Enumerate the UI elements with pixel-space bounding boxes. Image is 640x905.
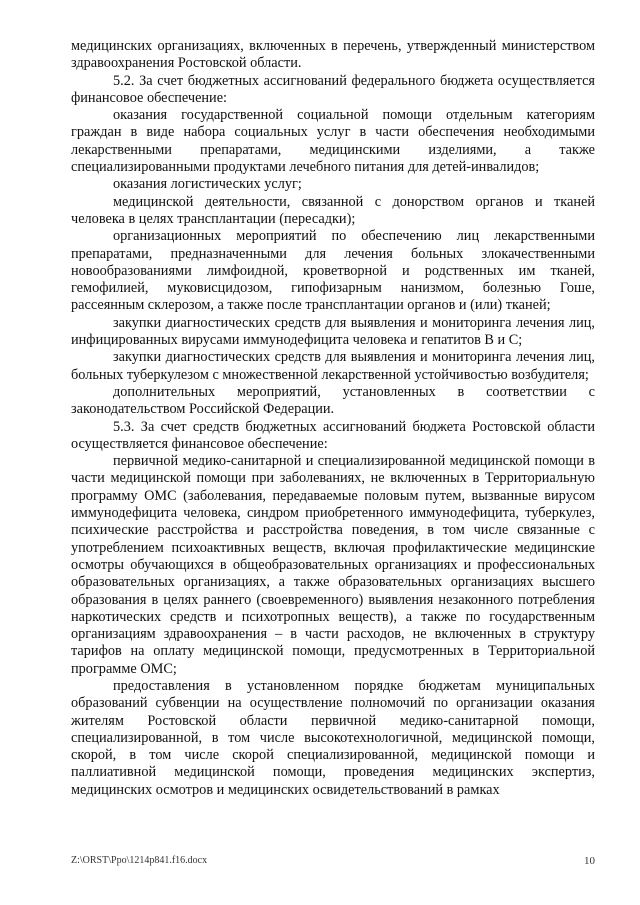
page-number: 10 [584,855,595,867]
paragraph: 5.3. За счет средств бюджетных ассигнований бюджета Ростовской области осуществляется финансовое обеспечение: [71,418,595,452]
paragraph: закупки диагностических средств для выявления и мониторинга лечения лиц, больных туберкулезом с множественной лекарственной устойчивостью возбудителя; [71,349,595,383]
paragraph: 5.2. За счет бюджетных ассигнований федерального бюджета осуществляется финансовое обеспечение: [71,72,595,106]
paragraph: закупки диагностических средств для выявления и мониторинга лечения лиц, инфицированных вирусами иммунодефицита человека и гепатитов B и C; [71,314,595,349]
paragraph: предоставления в установленном порядке бюджетам муниципальных образований субвенции на осуществление полномочий по организации оказания жителям Ростовской области первичной медико-санитарной помощи, специализированной, в том числе высокотехнологичной, медицинской помощи, скорой, в том числе скорой специализированной, медицинской помощи и паллиативной медицинской помощи, проведения медицинских экспертиз, медицинских осмотров и медицинских освидетельствований в рамках [71,677,595,798]
paragraph: организационных мероприятий по обеспечению лиц лекарственными препаратами, предназначенными для лечения больных злокачественными новообразованиями лимфоидной, кроветворной и родственных им тканей, гемофилией, муковисцидозом, гипофизарным нанизмом, болезнью Гоше, рассеянным склерозом, а также после трансплантации органов и (или) тканей; [71,228,595,314]
paragraph: медицинских организациях, включенных в перечень, утвержденный министерством здравоохранения Ростовской области. [71,38,595,72]
footer-file-path: Z:\ORST\Ppo\1214p841.f16.docx [71,855,208,866]
paragraph: оказания логистических услуг; [113,176,302,193]
paragraph: дополнительных мероприятий, установленных в соответствии с законодательством Российской Федерации. [71,383,595,418]
paragraph: первичной медико-санитарной и специализированной медицинской помощи в части медицинской помощи при заболеваниях, не включенных в Территориальную программу ОМС (заболевания, передаваемые половым путем, вызванные вирусом иммунодефицита человека, синдром приобретенного иммунодефицита, туберкулез, психические расстройства и расстройства поведения, в том числе связанные с употреблением психоактивных веществ, включая профилактические медицинские осмотры обучающихся в общеобразовательных организациях и профессиональных образовательных организациях, а также образовательных организациях высшего образования в целях раннего (своевременного) выявления незаконного потребления наркотических средств и психотропных веществ), а также по государственным организациям здравоохранения – в части расходов, не включенных в структуру тарифов на оплату медицинской помощи, предусмотренных в Территориальной программе ОМС; [71,453,595,677]
document-body [71,38,595,799]
paragraph: медицинской деятельности, связанной с донорством органов и тканей человека в целях трансплантации (пересадки); [71,193,595,227]
paragraph: оказания государственной социальной помощи отдельным категориям граждан в виде набора социальных услуг в части обеспечения необходимыми лекарственными препаратами, медицинскими изделиями, а также специализированными продуктами лечебного питания для детей-инвалидов; [71,107,595,176]
